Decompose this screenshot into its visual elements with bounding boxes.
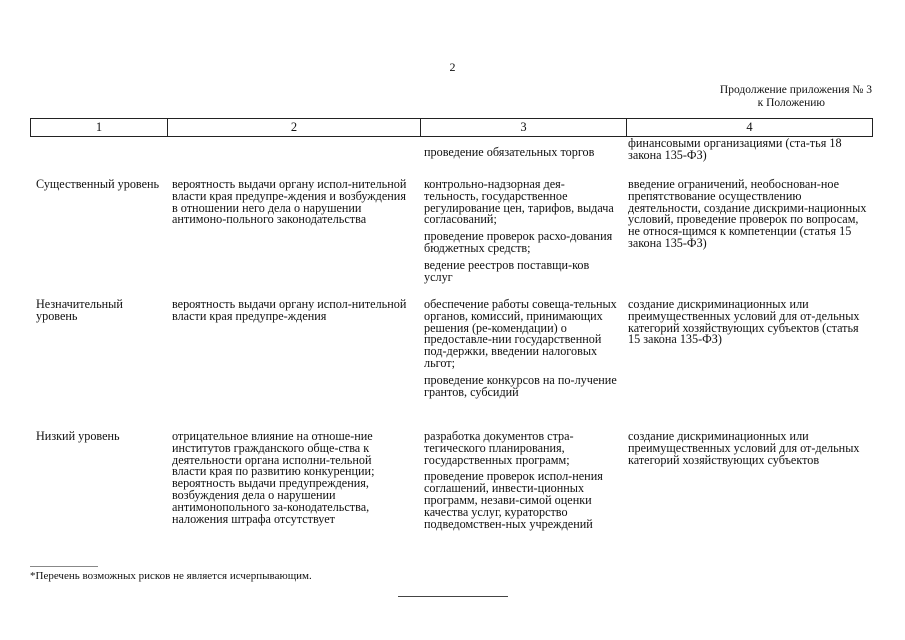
risk-description: вероятность выдачи органу испол-нительной власти края предупре-ждения (172, 297, 407, 323)
end-rule (398, 596, 508, 597)
carry-over-violations (628, 138, 873, 167)
appendix-continuation (720, 84, 872, 110)
violation-description: создание дискриминационных или преимущественных условий для от-дельных категорий хозяйствующих субъектов (статья 15 закона 135-ФЗ) (628, 297, 860, 347)
footnote: *Перечень возможных рисков не является исчерпывающим. (30, 570, 312, 582)
function-item: ведение реестров поставщи-ков услуг (424, 257, 590, 284)
header-col-2: 2 (168, 119, 421, 137)
carry-over-functions (424, 147, 619, 164)
risk-description: отрицательное влияние на отноше-ние институтов гражданского обще-ства к деятельности органа исполни-тельной власти края по развитию конкуренции; вероятность выдачи предупреждения, возбуждения дела о нарушении антимонопольного за-конодательства, наложения штрафа отсутствует (172, 429, 375, 526)
header-col-4: 4 (627, 119, 873, 137)
function-item: контрольно-надзорная дея-тельность, государственное регулирование цен, тарифов, выдача согласований; (424, 177, 614, 227)
functions-list (424, 179, 619, 288)
header-col-1: 1 (31, 119, 168, 137)
functions-list (424, 299, 619, 403)
risk-level-minor: Незначительный уровень (36, 297, 123, 323)
violation-text: финансовыми организациями (ста-тья 18 закона 135-ФЗ) (628, 136, 842, 162)
risk-level-low: Низкий уровень (36, 429, 120, 443)
function-item: проведение обязательных торгов (424, 145, 595, 159)
function-item: проведение конкурсов на по-лучение грантов, субсидий (424, 372, 617, 399)
risk-level-significant: Существенный уровень (36, 177, 160, 191)
violation-description: создание дискриминационных или преимущественных условий для от-дельных категорий хозяйствующих субъектов (628, 429, 860, 467)
function-item: разработка документов стра-тегического планирования, государственных программ; (424, 429, 574, 467)
violation-description: введение ограничений, необоснован-ное препятствование осуществлению деятельности, создание дискрими-национных условий, проведение проверок по вопросам, не относя-щимся к компетенции (статья 15 закона 135-ФЗ) (628, 177, 867, 250)
function-item: проведение проверок испол-нения соглашений, инвести-ционных программ, незави-симой оценки качества услуг, кураторство подведомствен-ных учреждений (424, 469, 603, 531)
continuation-line-2: к Положению (757, 97, 825, 109)
function-item: обеспечение работы совеща-тельных органов, комиссий, принимающих решения (ре-комендации) о предоставле-нии государственной под-держки, введении налоговых льгот; (424, 297, 617, 370)
function-item: проведение проверок расхо-дования бюджетных средств; (424, 229, 613, 255)
risk-description: вероятность выдачи органу испол-нительной власти края предупре-ждения и возбуждения в отношении него дела о нарушении антимоно-польного законодательства (172, 177, 407, 227)
footnote-separator (30, 566, 98, 567)
table-header (30, 118, 873, 137)
continuation-line-1: Продолжение приложения № 3 (719, 84, 872, 96)
header-col-3: 3 (421, 119, 627, 137)
functions-list (424, 431, 619, 535)
page-number: 2 (449, 60, 456, 74)
